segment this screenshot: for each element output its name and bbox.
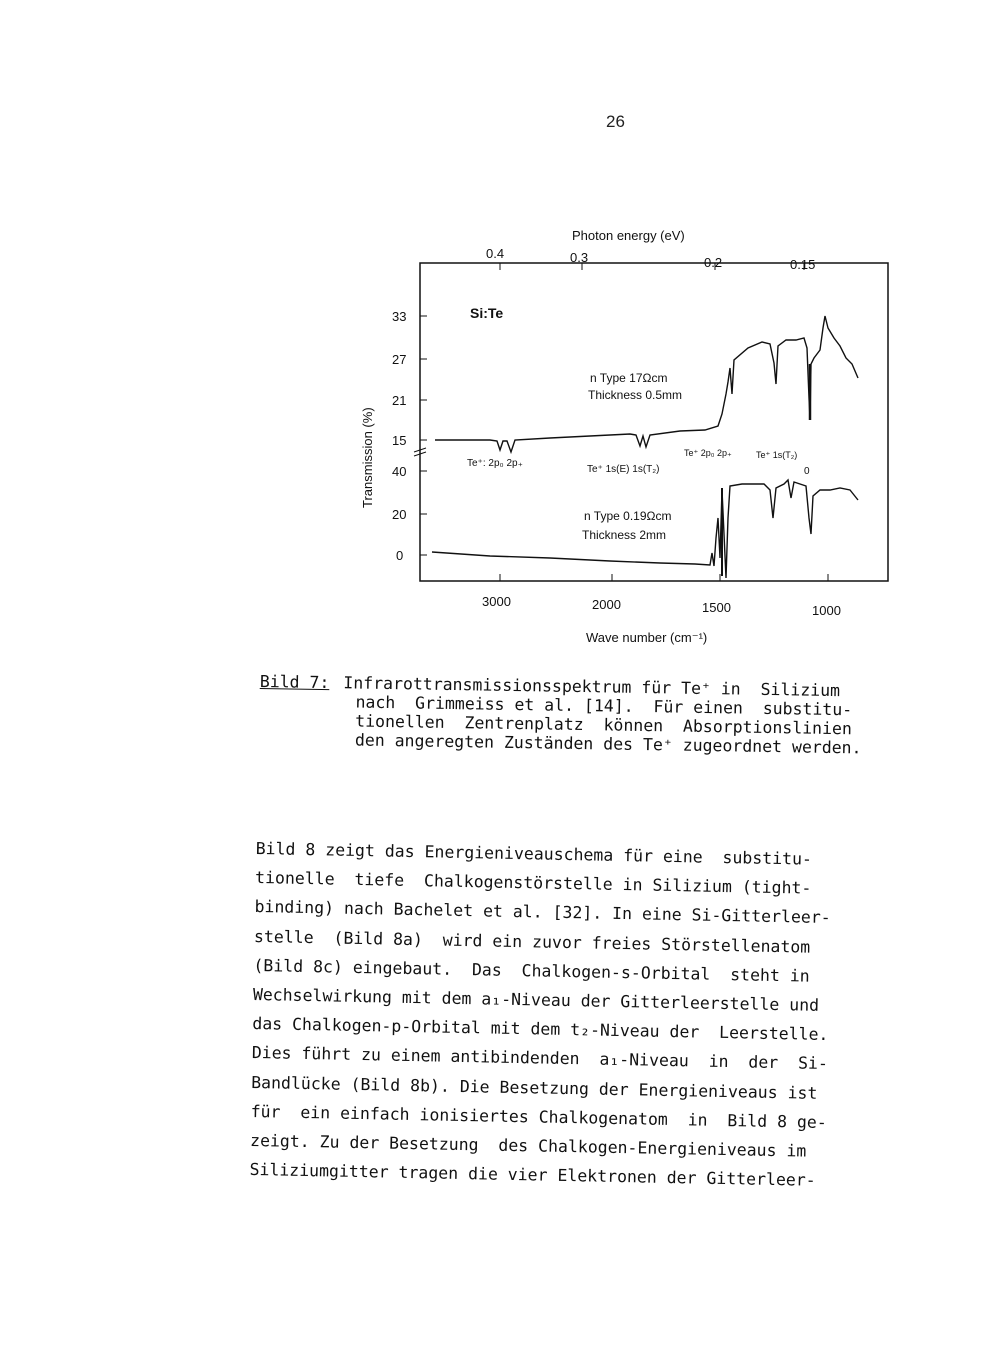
y-tick-label: 33 bbox=[392, 309, 407, 324]
top-tick-label: 0.4 bbox=[486, 246, 505, 261]
lower-curve-type: n Type 0.19Ωcm bbox=[584, 509, 672, 523]
lower-curve-thickness: Thickness 2mm bbox=[582, 528, 667, 542]
body-line: Siliziumgitter tragen die vier Elektronen der Gitterleer- bbox=[249, 1160, 816, 1191]
top-axis-title: Photon energy (eV) bbox=[572, 228, 685, 243]
body-line: Dies führt zu einem antibindenden a₁-Niveau in der Si- bbox=[251, 1043, 829, 1074]
bottom-axis-title: Wave number (cm⁻¹) bbox=[586, 630, 708, 645]
caption-line: den angeregten Zuständen des Te⁺ zugeordnet werden. bbox=[354, 730, 862, 758]
annotation-te-1s-t2: Te⁺ 1s(T₂) bbox=[756, 450, 798, 460]
top-tick-label: 0.15 bbox=[790, 257, 816, 272]
body-line: das Chalkogen-p-Orbital mit dem t₂-Niveau der Leerstelle. bbox=[252, 1014, 829, 1045]
body-line: zeigt. Zu der Besetzung des Chalkogen-Energieniveaus im bbox=[249, 1130, 807, 1161]
caption-line: nach Grimmeiss et al. [14]. Für einen substitu- bbox=[355, 692, 853, 720]
page-number: 26 bbox=[606, 112, 625, 131]
annotation-te-2p-right: Te⁺ 2p₀ 2p₊ bbox=[684, 448, 732, 458]
top-tick-label: 0.3 bbox=[570, 250, 589, 265]
body-line: Bandlücke (Bild 8b). Die Besetzung der Energieniveaus ist bbox=[251, 1072, 818, 1103]
bottom-tick-label: 1500 bbox=[702, 600, 731, 615]
caption-line: Infrarottransmissionsspektrum für Te⁺ in Silizium bbox=[343, 673, 841, 701]
body-line: (Bild 8c) eingebaut. Das Chalkogen-s-Orbital steht in bbox=[253, 955, 810, 986]
body-line: Wechselwirkung mit dem a₁-Niveau der Gitterleerstelle und bbox=[252, 984, 820, 1015]
y-tick-label: 15 bbox=[392, 433, 407, 448]
body-line: für ein einfach ionisiertes Chalkogenatom in Bild 8 ge- bbox=[250, 1101, 827, 1132]
caption-line: tionellen Zentrenplatz können Absorptionslinien bbox=[355, 711, 853, 739]
upper-curve-thickness: Thickness 0.5mm bbox=[588, 388, 683, 402]
body-paragraph bbox=[249, 834, 936, 1197]
bottom-tick-label: 3000 bbox=[482, 594, 511, 609]
body-line: Bild 8 zeigt das Energieniveauschema für eine substitu- bbox=[255, 838, 813, 869]
bottom-tick-label: 1000 bbox=[812, 603, 841, 618]
ir-spectrum-figure bbox=[350, 218, 910, 658]
top-tick-label: 0.2 bbox=[704, 255, 723, 270]
annotation-te-1s: Te⁺ 1s(E) 1s(T₂) bbox=[587, 464, 660, 475]
y-tick-label: 21 bbox=[392, 393, 407, 408]
caption-label: Bild 7: bbox=[259, 672, 330, 693]
sample-label: Si:Te bbox=[470, 305, 504, 321]
y-tick-label: 40 bbox=[392, 464, 407, 479]
bottom-tick-label: 2000 bbox=[592, 597, 621, 612]
body-line: stelle (Bild 8a) wird ein zuvor freies Störstellenatom bbox=[253, 926, 811, 957]
figure-caption bbox=[259, 672, 950, 759]
y-tick-label: 0 bbox=[396, 548, 404, 563]
y-tick-label: 27 bbox=[392, 352, 407, 367]
upper-curve-type: n Type 17Ωcm bbox=[590, 371, 668, 385]
y-tick-label: 20 bbox=[392, 507, 407, 522]
annotation-te-2p: Te⁺: 2p₀ 2p₊ bbox=[467, 458, 523, 469]
annotation-zero: 0 bbox=[804, 466, 810, 477]
y-axis-title: Transmission (%) bbox=[360, 407, 375, 508]
body-line: tionelle tiefe Chalkogenstörstelle in Silizium (tight- bbox=[254, 868, 812, 898]
body-line: binding) nach Bachelet et al. [32]. In eine Si-Gitterleer- bbox=[254, 897, 831, 928]
